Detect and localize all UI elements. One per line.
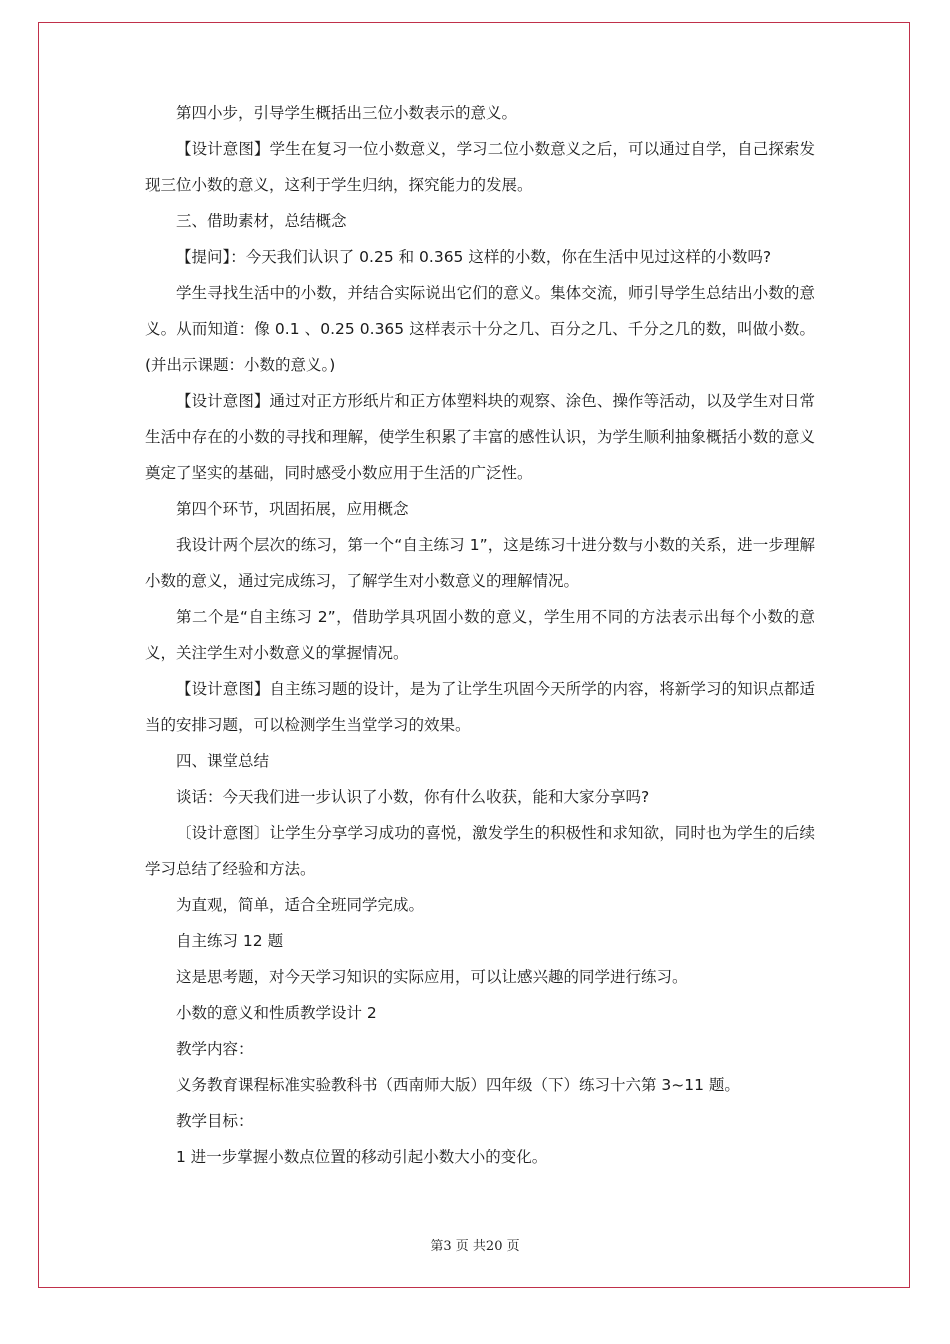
paragraph: 谈话：今天我们进一步认识了小数，你有什么收获，能和大家分享吗? [176, 788, 650, 806]
section-heading: 第四个环节，巩固拓展，应用概念 [176, 500, 409, 518]
paragraph: 第四小步，引导学生概括出三位小数表示的意义。 [176, 104, 518, 122]
paragraph: 【设计意图】通过对正方形纸片和正方体塑料块的观察、涂色、操作等活动，以及学生对日常生活中存在的小数的寻找和理解，使学生积累了丰富的感性认识，为学生顺利抽象概括小数的意义奠定了坚实的基础，同时感受小数应用于生活的广泛性。 [145, 392, 815, 482]
section-heading: 小数的意义和性质教学设计 2 [176, 1004, 377, 1022]
paragraph: 我设计两个层次的练习，第一个“自主练习 1”，这是练习十进分数与小数的关系，进一步理解小数的意义，通过完成练习，了解学生对小数意义的理解情况。 [145, 536, 815, 590]
paragraph: 教学内容： [176, 1040, 254, 1058]
paragraph: 【设计意图】学生在复习一位小数意义，学习二位小数意义之后，可以通过自学，自己探索发现三位小数的意义，这利于学生归纳，探究能力的发展。 [145, 140, 815, 194]
paragraph: 这是思考题，对今天学习知识的实际应用，可以让感兴趣的同学进行练习。 [176, 968, 688, 986]
paragraph: 1 进一步掌握小数点位置的移动引起小数大小的变化。 [176, 1148, 548, 1166]
paragraph: 教学目标： [176, 1112, 254, 1130]
paragraph: 第二个是“自主练习 2”，借助学具巩固小数的意义，学生用不同的方法表示出每个小数的意义，关注学生对小数意义的掌握情况。 [145, 608, 815, 662]
paragraph: 【提问】：今天我们认识了 0.25 和 0.365 这样的小数，你在生活中见过这样的小数吗? [176, 248, 772, 266]
paragraph: 自主练习 12 题 [176, 932, 284, 950]
paragraph: 【设计意图】自主练习题的设计，是为了让学生巩固今天所学的内容，将新学习的知识点都适当的安排习题，可以检测学生当堂学习的效果。 [145, 680, 815, 734]
page-footer: 第3 页 共20 页 [430, 1239, 520, 1254]
paragraph: 〔设计意图〕让学生分享学习成功的喜悦，激发学生的积极性和求知欲，同时也为学生的后续学习总结了经验和方法。 [145, 824, 815, 878]
paragraph: 学生寻找生活中的小数，并结合实际说出它们的意义。集体交流，师引导学生总结出小数的意义。从而知道：像 0.1 、0.25 0.365 这样表示十分之几、百分之几、千分之几的数，叫做小数。(并出示课题：小数的意义。) [145, 284, 815, 374]
paragraph: 为直观，简单，适合全班同学完成。 [176, 896, 425, 914]
paragraph: 义务教育课程标准实验教科书（西南师大版）四年级（下）练习十六第 3~11 题。 [176, 1076, 740, 1094]
section-heading: 四、课堂总结 [176, 752, 270, 770]
document-body [145, 95, 815, 1175]
section-heading: 三、借助素材，总结概念 [176, 212, 347, 230]
